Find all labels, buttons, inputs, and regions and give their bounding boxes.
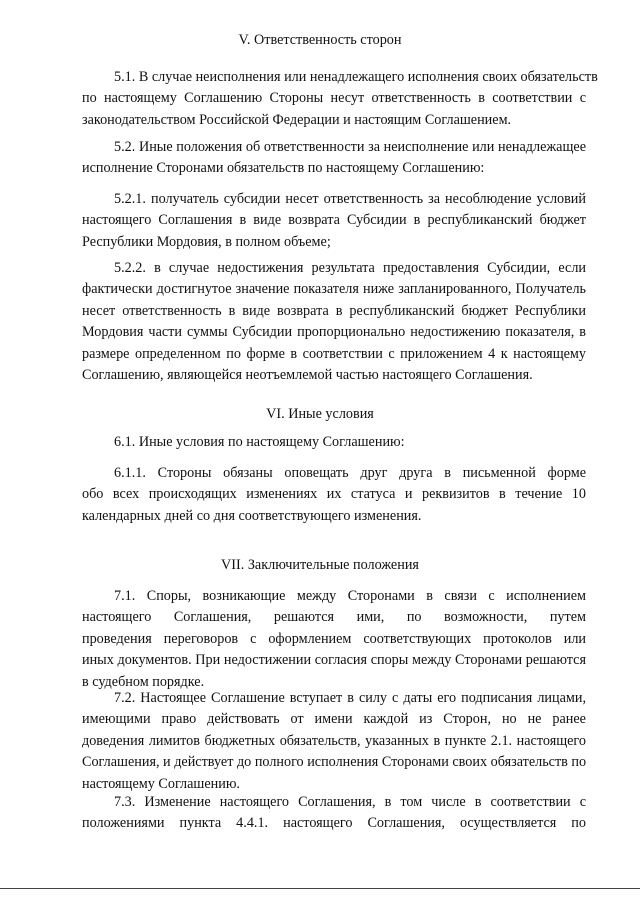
text-line: 5.1. В случае неисполнения или ненадлежащего исполнения своих обязательств	[114, 69, 598, 85]
text-line: по настоящему Соглашению Стороны несут ответственность в соответствии с	[82, 90, 586, 107]
paragraph-5-2-2	[82, 258, 586, 386]
text-line: проведения переговоров с оформлением соответствующих протоколов или	[82, 630, 586, 647]
text-line: иных документов. При недостижении согласия споры между Сторонами решаются	[82, 652, 586, 669]
text-line: 6.1. Иные условия по настоящему Соглашению:	[114, 434, 405, 450]
paragraph-6-1-1	[82, 463, 586, 527]
text-line: 5.2.2. в случае недостижения результата предоставления Субсидии, если	[114, 260, 586, 276]
text-line: Республики Мордовия, в полном объеме;	[82, 233, 331, 250]
text-line: настоящего Соглашения, решаются ими, по возможности, путем	[82, 609, 586, 626]
text-line: размере определенном по форме в соответствии с приложением 4 к настоящему	[82, 345, 586, 362]
text-line: несет ответственность в виде возврата в республиканский бюджет Республики	[82, 302, 586, 319]
text-line: доведения лимитов бюджетных обязательств, указанных в пункте 2.1. настоящего	[82, 732, 586, 749]
text-line: Мордовия части суммы Субсидии пропорционально недостижению показателя, в	[82, 324, 586, 341]
text-line: Соглашения, и действует до полного исполнения Сторонами своих обязательств по	[82, 754, 587, 771]
text-line: календарных дней со дня соответствующего изменения.	[82, 507, 422, 524]
text-line: законодательством Российской Федерации и настоящим Соглашением.	[82, 111, 512, 128]
text-line: 5.2.1. получатель субсидии несет ответственность за несоблюдение условий	[114, 191, 586, 207]
text-line: настоящему Соглашению.	[82, 775, 240, 792]
paragraph-7-1	[82, 586, 586, 693]
paragraph-6-1	[82, 432, 586, 453]
text-line: фактически достигнутое значение показателя ниже запланированного, Получатель	[82, 281, 586, 298]
text-line: в судебном порядке.	[82, 673, 205, 690]
text-line: положениями пункта 4.4.1. настоящего Соглашения, осуществляется по	[82, 815, 586, 832]
text-line: настоящего Соглашения в виде возврата Субсидии в республиканский бюджет	[82, 212, 586, 229]
text-line: 6.1.1. Стороны обязаны оповещать друг друга в письменной форме	[114, 465, 586, 481]
paragraph-5-2	[82, 137, 586, 180]
text-line: 5.2. Иные положения об ответственности за неисполнение или ненадлежащее	[114, 139, 586, 155]
text-line: исполнение Сторонами обязательств по настоящему Соглашению:	[82, 160, 485, 177]
paragraph-5-2-1	[82, 189, 586, 253]
text-line: имеющими право действовать от имени каждой из Сторон, но не ранее	[82, 711, 586, 728]
page-bottom-rule	[0, 888, 640, 889]
text-line: обо всех происходящих изменениях их статуса и реквизитов в течение 10	[82, 486, 586, 503]
section-heading-v: V. Ответственность сторон	[238, 32, 402, 48]
text-line: 7.1. Споры, возникающие между Сторонами в связи с исполнением	[114, 588, 586, 604]
paragraph-7-3	[82, 792, 586, 835]
paragraph-7-2	[82, 688, 586, 795]
paragraph-5-1	[82, 67, 598, 131]
text-line: Соглашению, являющейся неотъемлемой частью настоящего Соглашения.	[82, 367, 533, 384]
text-line: 7.3. Изменение настоящего Соглашения, в том числе в соответствии с	[114, 794, 586, 810]
section-heading-vi: VI. Иные условия	[266, 406, 374, 422]
section-heading-vii: VII. Заключительные положения	[221, 557, 419, 573]
text-line: 7.2. Настоящее Соглашение вступает в силу с даты его подписания лицами,	[114, 690, 586, 706]
